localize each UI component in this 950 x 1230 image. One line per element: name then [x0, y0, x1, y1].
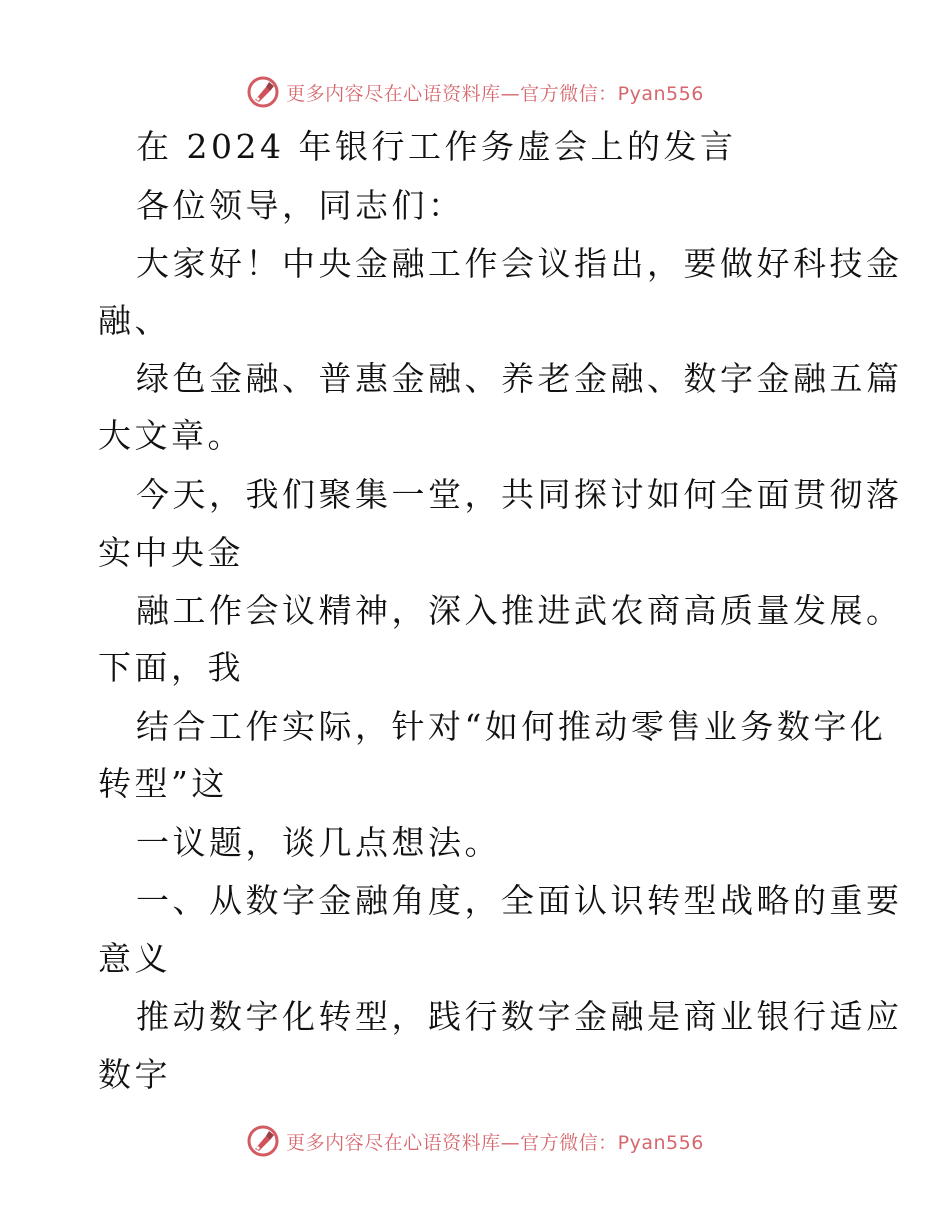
paragraph-line: 一议题，谈几点想法。: [136, 823, 501, 862]
paragraph-line: 大文章。: [98, 416, 244, 455]
header-watermark: [0, 72, 950, 112]
paragraph-line: 转型”这: [98, 764, 228, 803]
salutation: 各位领导，同志们：: [136, 186, 465, 225]
paragraph-line: 实中央金: [98, 533, 244, 572]
pen-nib-logo-icon: [246, 75, 280, 109]
paragraph-line: 推动数字化转型，践行数字金融是商业银行适应: [136, 997, 903, 1036]
watermark-text: 更多内容尽在心语资料库—官方微信：Pyan556: [286, 82, 704, 105]
paragraph-line: 融、: [98, 301, 171, 340]
section-heading: 一、从数字金融角度，全面认识转型战略的重要: [136, 881, 903, 920]
paragraph-line: 数字: [98, 1055, 171, 1094]
footer-watermark: [0, 1121, 950, 1161]
paragraph-line: 大家好！中央金融工作会议指出，要做好科技金: [136, 244, 903, 283]
paragraph-line: 下面，我: [98, 648, 244, 687]
watermark-text: 更多内容尽在心语资料库—官方微信：Pyan556: [286, 1131, 704, 1154]
pen-nib-logo-icon: [246, 1124, 280, 1158]
paragraph-line: 今天，我们聚集一堂，共同探讨如何全面贯彻落: [136, 475, 903, 514]
paragraph-line: 结合工作实际，针对“如何推动零售业务数字化: [136, 707, 887, 746]
paragraph-line: 绿色金融、普惠金融、养老金融、数字金融五篇: [136, 359, 903, 398]
paragraph-line: 融工作会议精神，深入推进武农商高质量发展。: [136, 591, 903, 630]
document-title: 在 2024 年银行工作务虚会上的发言: [136, 127, 737, 166]
section-heading-continued: 意义: [98, 939, 171, 978]
